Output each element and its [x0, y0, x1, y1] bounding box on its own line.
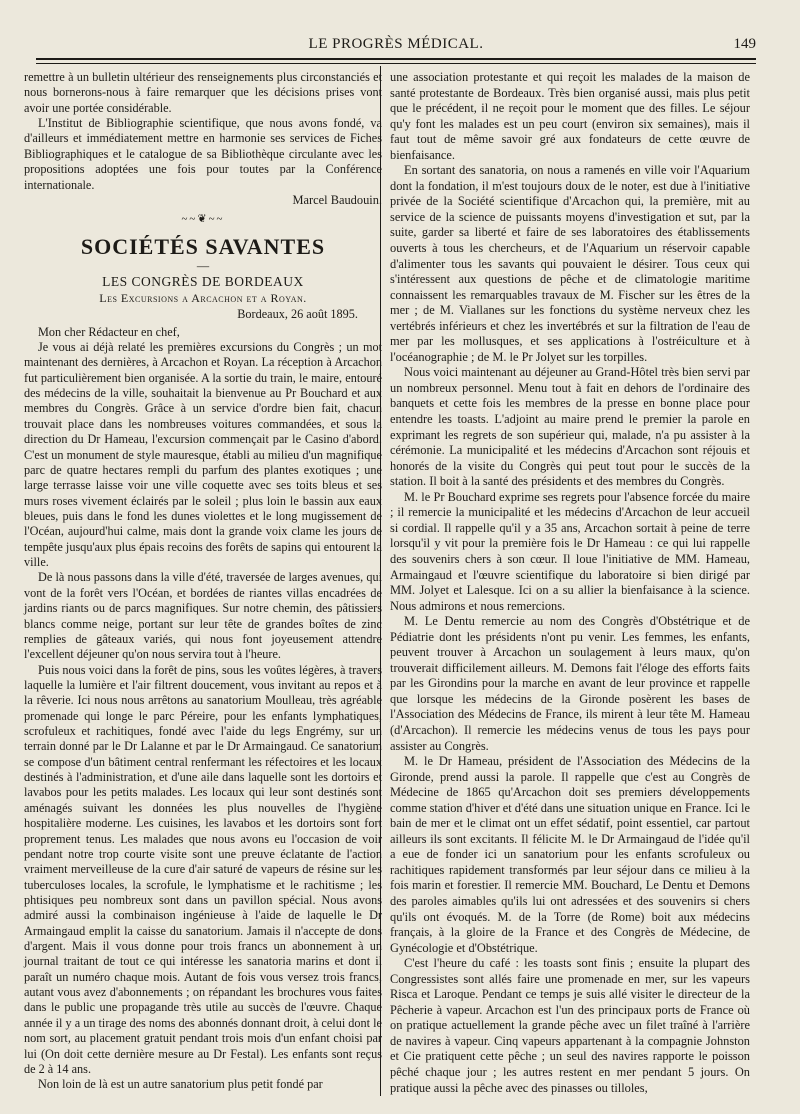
right-column	[390, 70, 750, 1096]
salutation: Mon cher Rédacteur en chef,	[38, 324, 180, 339]
page-number: 149	[733, 36, 756, 52]
intro-paragraph: L'Institut de Bibliographie scientifique, que nous avons fondé, va d'ailleurs et immédiatement mettre en harmonie ses services de Fiches Bibliographiques et le catalogue de sa Bibliothèque circulante avec les propositions adoptées une fois pour toutes par la Conférence internationale.	[24, 116, 382, 192]
body-paragraph: En sortant des sanatoria, on nous a ramenés en ville voir l'Aquarium dont la fondation, il m'est toujours doux de le noter, est due à l'initiative privée de la Société scientifique d'Arcachon qui, la première, mit au service de la science de puissants moyens d'investigation et sut, par la suite, garder sa liberté et faire de ses laboratoires des établissements ouverts à tous les chercheurs, et de l'Aquarium un réservoir capable d'alimenter tous les savants qui pouvaient le désirer. Tous ceux qui s'intéressent aux questions de pêche et de climatologie maritime connaissent les remarquables travaux de M. Fischer sur les êtres de la mer ; de M. Viallanes sur les fonctions du système nerveux chez les vertébrés inférieurs et chez les invertébrés et sur la filtration de l'eau de mer par les mollusques, et ses applications à l'ostréiculture et à l'océanographie ; de M. le Pr Jolyet sur les torpilles.	[390, 163, 750, 364]
body-paragraph: Je vous ai déjà relaté les premières excursions du Congrès ; un mot maintenant des dernières, à Arcachon et Royan. La réception à Arcachon fut particulièrement bien organisée. A la sortie du train, le maire, entouré des médecins de la ville, souhaitait la bienvenue au Pr Bouchard et aux membres du Congrès. Grâce à un service d'ordre bien fait, chacun trouvait place dans les nombreuses voitures commandées, et sous la direction du Dr Hameau, l'excursion commençait par le Casino d'abord. C'est un monument de style mauresque, établi au milieu d'un magnifique parc de quatre hectares rempli du parfum des plantes exotiques ; une large terrasse laisse voir une ville coquette avec ses toits bleus et ses murs roses vivement éclairés par le soleil ; plus loin le bassin aux eaux bleues, puis dans le fond les dunes violettes et le long mugissement de l'Océan, aujourd'hui calme, mais dont la grande voix clame les jours de tempête jusqu'aux plus épais recoins des forêts de sapins qui entourent la ville.	[24, 340, 382, 570]
dateline: Bordeaux, 26 août 1895.	[237, 307, 358, 322]
body-paragraph: une association protestante et qui reçoit les malades de la maison de santé protestante de Bordeaux. Très bien organisé aussi, mais plus petit que le précédent, il ne reçoit pour le moment que des filles. Le séjour qu'y font les malades est un peu court (environ six semaines), mais il faut tout de même savoir gré aux fondateurs de cette œuvre de bienfaisance.	[390, 70, 750, 162]
journal-title: LE PROGRÈS MÉDICAL.	[308, 36, 484, 52]
body-paragraph: De là nous passons dans la ville d'été, traversée de larges avenues, qui vont de la forêt vers l'Océan, et bordées de riantes villas encadrées de jardins riants ou de parcs magnifiques. Sur notre chemin, des pâtissiers blancs comme neige, portant sur leur tête de grandes boîtes de zinc remplies de gâteaux variés, qui nous font joyeusement attendre l'excellent déjeuner qu'on nous servira tout à l'heure.	[24, 570, 382, 662]
body-paragraph: M. le Dr Hameau, président de l'Association des Médecins de la Gironde, prend aussi la parole. Il rappelle que c'est au Congrès de Médecine de 1865 qu'Arcachon doit ses premiers développements comme station d'hiver et d'été dans une situation unique en France. Ici le bain de mer et le climat ont un effet sédatif, point essentiel, car partout ailleurs ils sont excitants. Il félicite M. le Dr Armaingaud de l'idée qu'il a eue de fonder ici un sanatorium pour les enfants scrofuleux ou rachitiques rapidement transformés par leur séjour dans ce milieu à la fois marin et forestier. Il remercie MM. Bouchard, Le Dentu et Demons des paroles aimables qu'ils lui ont adressées et des souvenirs si chers qu'ils ont évoqués. M. de la Torre (de Rome) boit aux médecins français, à la gloire de la France et des Congrès de Médecine, de Gynécologie et d'Obstétrique.	[390, 754, 750, 955]
ornament-divider: ~~❦~~	[181, 213, 225, 226]
intro-paragraph: remettre à un bulletin ultérieur des renseignements plus circonstanciés et nous bornerons-nous à faire remarquer que les décisions prises vont avoir une portée considérable.	[24, 70, 382, 115]
signature: Marcel Baudouin.	[292, 192, 382, 207]
article-subtitle: Les Excursions a Arcachon et a Royan.	[99, 290, 307, 305]
article-title: LES CONGRÈS DE BORDEAUX	[102, 273, 304, 289]
body-paragraph: Puis nous voici dans la forêt de pins, sous les voûtes légères, à travers laquelle la lumière et l'air filtrent doucement, vous invitant au repos et à la rêverie. Ici nous nous arrêtons au sanatorium Moulleau, très agréable promenade qui longe le parc Péreire, pour les enfants lymphatiques, scrofuleux et rachitiques, fondé avec l'aide du legs Engrémy, sur un terrain donné par le Dr Lalanne et par le Dr Armaingaud. Ce sanatorium se compose d'un bâtiment central renfermant les réfectoires et les locaux destinés à l'administration, et d'une aile dans laquelle sont les dortoirs et lavabos pour les petits malades. Les locaux qui leur sont destinés sont aménagés suivant les données les plus nouvelles de l'hygiène hospitalière moderne. Les cuisines, les lavabos et les dortoirs sont fort proprement tenus. Les malades que nous avons eu l'occasion de voir pendant notre trop courte visite sont une preuve éclatante de l'action vraiment merveilleuse de la cure d'air saturé de vapeurs de résine sur les tuberculoses locales, la scrofule, le lymphatisme et le rachitisme ; les phtisiques peu nombreux sont dans un pavillon spécial. Nous avons admiré aussi la combinaison ingénieuse à l'aide de laquelle le Dr Armaingaud emplit la caisse du sanatorium. Jamais il n'accepte de dons d'argent. Mais il vous donne pour trois francs un abonnement à un journal traitant de tout ce qui intéresse les sanatoria marins et dont il paraît un numéro chaque mois. Autant de fois vous versez trois francs, autant vous avez d'abonnements ; on répandant les brochures vous faites dans le public une propagande très utile au succès de l'œuvre. Chaque année il y a un tirage des noms des abonnés donnant droit, à celui dont le nom sort, au placement gratuit pendant trois mois d'un enfant choisi par lui (On doit cette dernière mesure au Dr Festal). Les enfants sont reçus de 2 à 14 ans.	[24, 662, 382, 1076]
body-paragraph: M. Le Dentu remercie au nom des Congrès d'Obstétrique et de Pédiatrie dont les présidents n'ont pu venir. Les femmes, les enfants, peuvent trouver à Arcachon un soulagement à leurs maux, qu'on trouverait difficilement ailleurs. M. Demons fait l'éloge des efforts faits par les Girondins pour la marche en avant de leur province et rappelle que lorsque les médecins de la Gironde posèrent les bases de l'Association des Médecins de France, ils mirent à leur tête M. Hameau (d'Arcachon). Il remercie les médecins venus de tous les pays pour assister au Congrès.	[390, 614, 750, 753]
running-head	[36, 36, 756, 56]
section-title: SOCIÉTÉS SAVANTES	[80, 233, 326, 259]
left-column	[24, 70, 382, 1093]
header-rule	[36, 58, 756, 64]
body-paragraph: Nous voici maintenant au déjeuner au Grand-Hôtel très bien servi par un nombreux personnel. Menu tout à fait en dehors de l'ordinaire des banquets et cette fois les membres de la presse en bonne place pour entendre les toasts. L'adjoint au maire prend le premier la parole en exprimant les regrets de son supérieur qui, malade, n'a pu assister à la cérémonie. La municipalité et les médecins d'Arcachon sont réjouis et honorés de la visite du Congrès qui peut tout pour le succès de la station. Il boit à la santé des présidents et des membres du Congrès.	[390, 365, 750, 489]
body-paragraph: M. le Pr Bouchard exprime ses regrets pour l'absence forcée du maire ; il remercie la municipalité et les médecins d'Arcachon de leur accueil si cordial. Il rappelle qu'il y a 35 ans, Arcachon sortait à peine de terre lorsqu'il y vit pour la première fois le Dr Hameau : ce qui lui rappelle des souvenirs chers à son cœur. Il loue l'initiative de MM. Hameau, Armaingaud et l'œuvre scientifique du laboratoire si bien dirigé par MM. Jolyet et Lalesque. Ici on a su allier la bienfaisance à la science. Nous admirons et nous remercions.	[390, 489, 750, 613]
body-paragraph: C'est l'heure du café : les toasts sont finis ; ensuite la plupart des Congressistes sont allés faire une promenade en mer, sur les vapeurs Risca et Laroque. Pendant ce temps je suis allé visiter le directeur de la Pêcherie à vapeur. Arcachon est l'un des principaux ports de France où on pratique actuellement la grande pêche avec un filet traîné à l'arrière de navires à vapeur. Cinq vapeurs appartenant à la compagnie Johnston et Cie pratiquent cette pêche ; un seul des navires rapporte le poisson pêché chaque jour ; les autres restent en mer pendant 5 jours. On pratique aussi la pêche avec des pinasses ou tilloles,	[390, 956, 750, 1095]
body-paragraph: Non loin de là est un autre sanatorium plus petit fondé par	[38, 1077, 323, 1092]
title-dash: —	[196, 258, 210, 273]
